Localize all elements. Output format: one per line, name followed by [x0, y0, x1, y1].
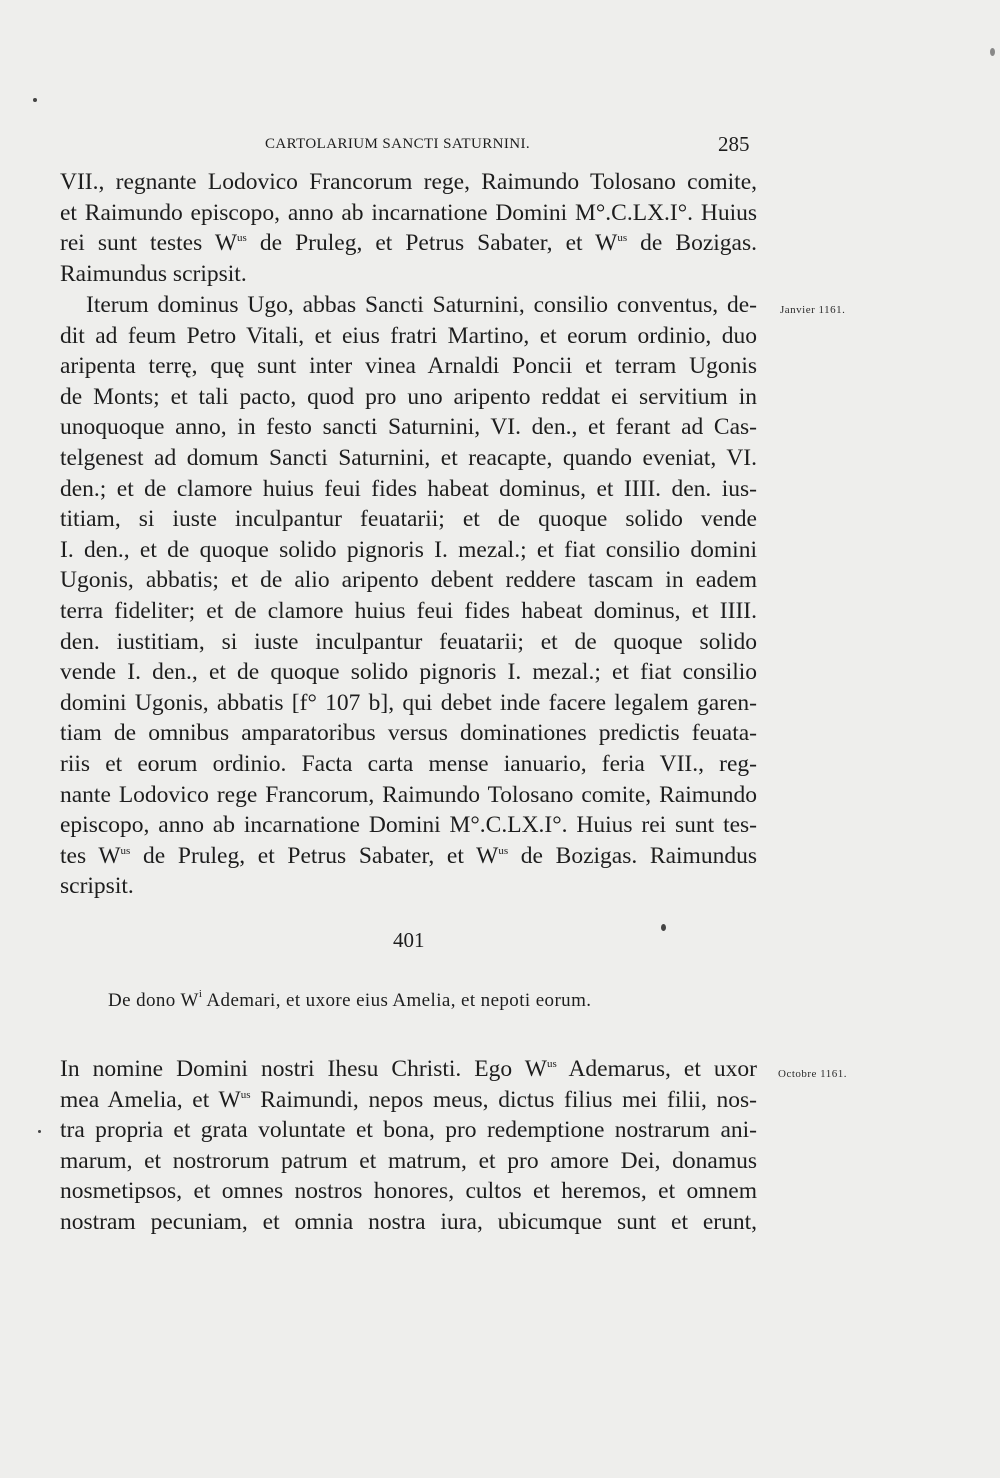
running-title: CARTOLARIUM SANCTI SATURNINI.	[265, 136, 531, 152]
ink-speck	[38, 1130, 41, 1133]
ink-speck	[33, 98, 37, 102]
text-line: terra fideliter; et de clamore huius feui fides habeat dominus, et IIII.	[60, 597, 757, 624]
text-line: dit ad feum Petro Vitali, et eius fratri Martino, et eorum ordinio, duo	[60, 322, 757, 349]
text-line: episcopo, anno ab incarnatione Domini M°.C.LX.I°. Huius rei sunt tes-	[60, 812, 757, 839]
charter-paragraph-400	[60, 290, 757, 902]
text-line: domini Ugonis, abbatis [f° 107 b], qui debet inde facere legalem garen-	[60, 689, 757, 716]
text-line: den.; et de clamore huius feui fides habeat dominus, et IIII. den. ius-	[60, 475, 757, 502]
margin-date-note: Octobre 1161.	[778, 1068, 848, 1080]
ink-speck	[661, 924, 666, 931]
text-line: I. den., et de quoque solido pignoris I. mezal.; et fiat consilio domini	[60, 536, 757, 563]
text-line: nostram pecuniam, et omnia nostra iura, ubicumque sunt et erunt,	[60, 1208, 757, 1235]
text-line: et Raimundo episcopo, anno ab incarnatione Domini M°.C.LX.I°. Huius	[60, 199, 757, 226]
text-line: titiam, si iuste inculpantur feuatarii; et de quoque solido vende	[60, 506, 757, 533]
text-line: Raimundus scripsit.	[60, 260, 247, 287]
text-line: Ugonis, abbatis; et de alio aripento debent reddere tascam in eadem	[60, 567, 757, 594]
text-line: tes $W^{us}$ de Pruleg, et Petrus Sabater, et $W^{us}$ de Bozigas. Raimundus	[60, 842, 757, 869]
text-line: nante Lodovico rege Francorum, Raimundo Tolosano comite, Raimundo	[60, 781, 757, 808]
text-line: vende I. den., et de quoque solido pignoris I. mezal.; et fiat consilio	[60, 659, 757, 686]
text-line: VII., regnante Lodovico Francorum rege, Raimundo Tolosano comite,	[60, 169, 757, 195]
charter-title: De dono $W^i$ Ademari, et uxore eius Amelia, et nepoti eorum.	[108, 988, 592, 1011]
continuation-paragraph	[60, 167, 757, 289]
charter-number: 401	[393, 928, 425, 952]
charter-paragraph-401	[60, 1054, 757, 1238]
text-line: mea Amelia, et $W^{us}$ Raimundi, nepos meus, dictus filius mei filii, nos-	[60, 1086, 758, 1113]
margin-date-note: Janvier 1161.	[780, 304, 846, 316]
text-line: telgenest ad domum Sancti Saturnini, et reacapte, quando eveniat, VI.	[60, 444, 757, 471]
text-line: rei sunt testes $W^{us}$ de Pruleg, et Petrus Sabater, et $W^{us}$ de Bozigas.	[60, 230, 757, 257]
page-number: 285	[718, 132, 750, 156]
text-line: tra propria et grata voluntate et bona, pro redemptione nostrarum ani-	[60, 1117, 757, 1144]
ink-speck	[990, 48, 995, 56]
text-line: marum, et nostrorum patrum et matrum, et pro amore Dei, donamus	[60, 1147, 757, 1174]
text-line: aripenta terrę, quę sunt inter vinea Arnaldi Poncii et terram Ugonis	[60, 353, 757, 380]
text-line: nosmetipsos, et omnes nostros honores, cultos et heremos, et omnem	[60, 1178, 757, 1205]
text-line: Iterum dominus Ugo, abbas Sancti Saturnini, consilio conventus, de-	[86, 292, 757, 318]
text-line: scripsit.	[60, 873, 134, 900]
text-line: tiam de omnibus amparatoribus versus dominationes predictis feuata-	[60, 720, 757, 747]
text-line: In nomine Domini nostri Ihesu Christi. Ego $W^{us}$ Ademarus, et uxor	[60, 1056, 757, 1082]
text-line: de Monts; et tali pacto, quod pro uno aripento reddat ei servitium in	[60, 383, 757, 410]
text-line: riis et eorum ordinio. Facta carta mense ianuario, feria VII., reg-	[60, 750, 757, 777]
text-line: den. iustitiam, si iuste inculpantur feuatarii; et de quoque solido	[60, 628, 757, 655]
text-line: unoquoque anno, in festo sancti Saturnini, VI. den., et ferant ad Cas-	[60, 414, 757, 441]
